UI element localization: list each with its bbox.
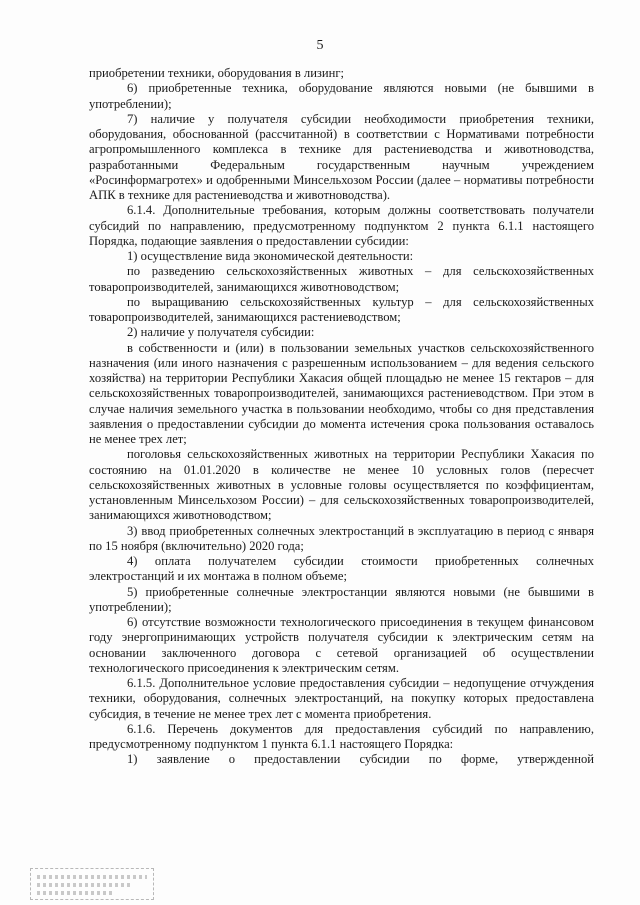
paragraph: в собственности и (или) в пользовании земельных участков сельскохозяйственного назначения (или иного назначения с разрешенным использованием – для ведения сельского хозяйства) на территории Республики Хакасия общей площадью не менее 15 гектаров – для сельскохозяйственных товаропроизводителей, занимающихся растениеводством. При этом в случае наличия земельного участка в пользовании необходимо, чтобы со дня представления заявления о предоставлении субсидии до момента истечения срока пользования оставалось не менее трех лет; (89, 340, 594, 446)
paragraph: по выращиванию сельскохозяйственных культур – для сельскохозяйственных товаропроизводителей, занимающихся растениеводством; (89, 294, 594, 324)
paragraph: 6.1.4. Дополнительные требования, которым должны соответствовать получатели субсидий по направлению, предусмотренному подпунктом 2 пункта 6.1.1 настоящего Порядка, подающие заявления о предоставлении субсидии: (89, 203, 594, 248)
paragraph: приобретении техники, оборудования в лизинг; (89, 66, 345, 80)
paragraph: 3) ввод приобретенных солнечных электростанций в эксплуатацию в период с января по 15 ноября (включительно) 2020 года; (89, 523, 594, 553)
paragraph: 5) приобретенные солнечные электростанции являются новыми (не бывшими в употреблении); (89, 584, 594, 614)
page-number: 5 (316, 38, 324, 53)
paragraph: поголовья сельскохозяйственных животных на территории Республики Хакасия по состоянию на 01.01.2020 в количестве не менее 10 условных голов (пересчет сельскохозяйственных животных в условные головы осуществляется по коэффициентам, установленным Минсельхозом России) – для сельскохозяйственных товаропроизводителей, занимающихся животноводством; (89, 447, 594, 523)
paragraph: 1) заявление о предоставлении субсидии по форме, утвержденной (127, 752, 594, 767)
document-body (89, 66, 594, 768)
paragraph: 7) наличие у получателя субсидии необходимости приобретения техники, оборудования, обоснованной (рассчитанной) в соответствии с Нормативами потребности агропромышленного комплекса в технике для растениеводства и животноводства, разработанными Федеральным государственным научным учреждением «Росинформагротех» и одобренными Минсельхозом России (далее – нормативы потребности АПК в технике для растениеводства и животноводства). (89, 111, 594, 202)
paragraph: 4) оплата получателем субсидии стоимости приобретенных солнечных электростанций и их монтажа в полном объеме; (89, 554, 594, 584)
paragraph: 6) отсутствие возможности технологического присоединения в текущем финансовом году энергопринимающих устройств получателя субсидии к электрическим сетям на основании заключенного договора с сетевой организацией об осуществлении технологического присоединения к электрическим сетям. (89, 615, 594, 675)
paragraph: 6.1.5. Дополнительное условие предоставления субсидии – недопущение отчуждения техники, оборудования, солнечных электростанций, на покупку которых предоставлена субсидия, в течение не менее трех лет с момента приобретения. (89, 676, 594, 721)
paragraph: 1) осуществление вида экономической деятельности: (127, 249, 414, 263)
registration-stamp (30, 868, 154, 900)
paragraph: по разведению сельскохозяйственных животных – для сельскохозяйственных товаропроизводителей, занимающихся животноводством; (89, 264, 594, 294)
paragraph: 6) приобретенные техника, оборудование являются новыми (не бывшими в употреблении); (89, 81, 594, 111)
paragraph: 2) наличие у получателя субсидии: (127, 325, 315, 340)
paragraph: 6.1.6. Перечень документов для предоставления субсидий по направлению, предусмотренному подпунктом 1 пункта 6.1.1 настоящего Порядка: (89, 721, 594, 751)
